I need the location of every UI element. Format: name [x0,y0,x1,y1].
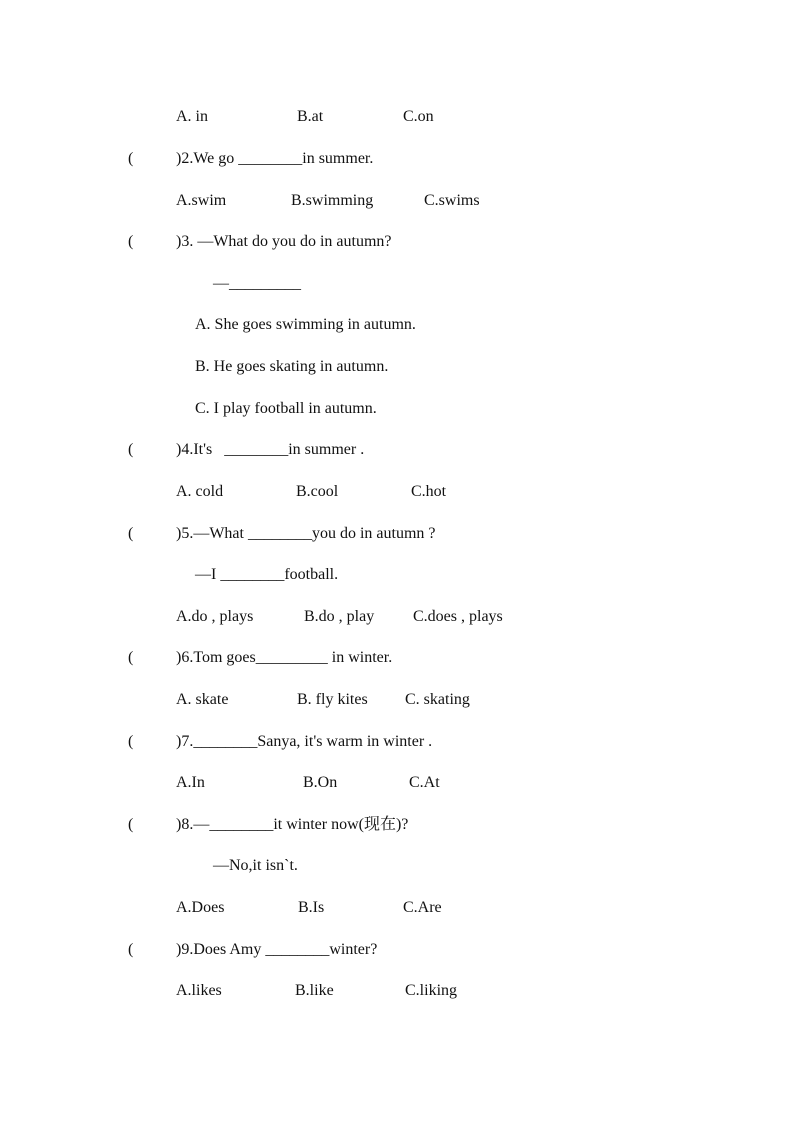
q5-answer-line: —I ________football. [195,566,339,583]
q8-answer-bracket[interactable]: ( [128,816,134,833]
q3-option-a: A. She goes swimming in autumn. [195,316,416,333]
q5-option-b: B.do , play [304,608,375,625]
q3-answer-line: —_________ [213,275,301,292]
q2-option-c: C.swims [424,192,480,209]
q2-option-b: B.swimming [291,192,374,209]
q4-option-a: A. cold [176,483,224,500]
q8-stem: )8.—________it winter now(现在)? [176,816,409,833]
q4-answer-bracket[interactable]: ( [128,441,134,458]
q9-option-a: A.likes [176,982,222,999]
q7-option-b: B.On [303,774,338,791]
q9-stem: )9.Does Amy ________winter? [176,941,378,958]
q2-answer-bracket[interactable]: ( [128,150,134,167]
q6-option-a: A. skate [176,691,229,708]
q5-answer-bracket[interactable]: ( [128,525,134,542]
q8-answer-line: —No,it isn`t. [213,857,298,874]
q8-option-c: C.Are [403,899,442,916]
q5-stem: )5.—What ________you do in autumn ? [176,525,436,542]
q4-option-c: C.hot [411,483,447,500]
q6-option-c: C. skating [405,691,470,708]
q7-answer-bracket[interactable]: ( [128,733,134,750]
q7-option-c: C.At [409,774,440,791]
q2-option-a: A.swim [176,192,227,209]
q1-option-c: C.on [403,108,434,125]
q6-stem: )6.Tom goes_________ in winter. [176,649,393,666]
q9-answer-bracket[interactable]: ( [128,941,134,958]
q3-option-b: B. He goes skating in autumn. [195,358,389,375]
q2-stem: )2.We go ________in summer. [176,150,374,167]
q5-option-a: A.do , plays [176,608,254,625]
q7-stem: )7.________Sanya, it's warm in winter . [176,733,433,750]
q4-stem: )4.It's ________in summer . [176,441,365,458]
q4-option-b: B.cool [296,483,339,500]
q8-option-b: B.Is [298,899,325,916]
q6-option-b: B. fly kites [297,691,368,708]
q9-option-b: B.like [295,982,334,999]
q3-stem: )3. —What do you do in autumn? [176,233,392,250]
q8-option-a: A.Does [176,899,225,916]
q6-answer-bracket[interactable]: ( [128,649,134,666]
q1-option-b: B.at [297,108,324,125]
q5-option-c: C.does , plays [413,608,503,625]
q9-option-c: C.liking [405,982,458,999]
q1-option-a: A. in [176,108,208,125]
q3-option-c: C. I play football in autumn. [195,400,377,417]
q3-answer-bracket[interactable]: ( [128,233,134,250]
q7-option-a: A.In [176,774,205,791]
